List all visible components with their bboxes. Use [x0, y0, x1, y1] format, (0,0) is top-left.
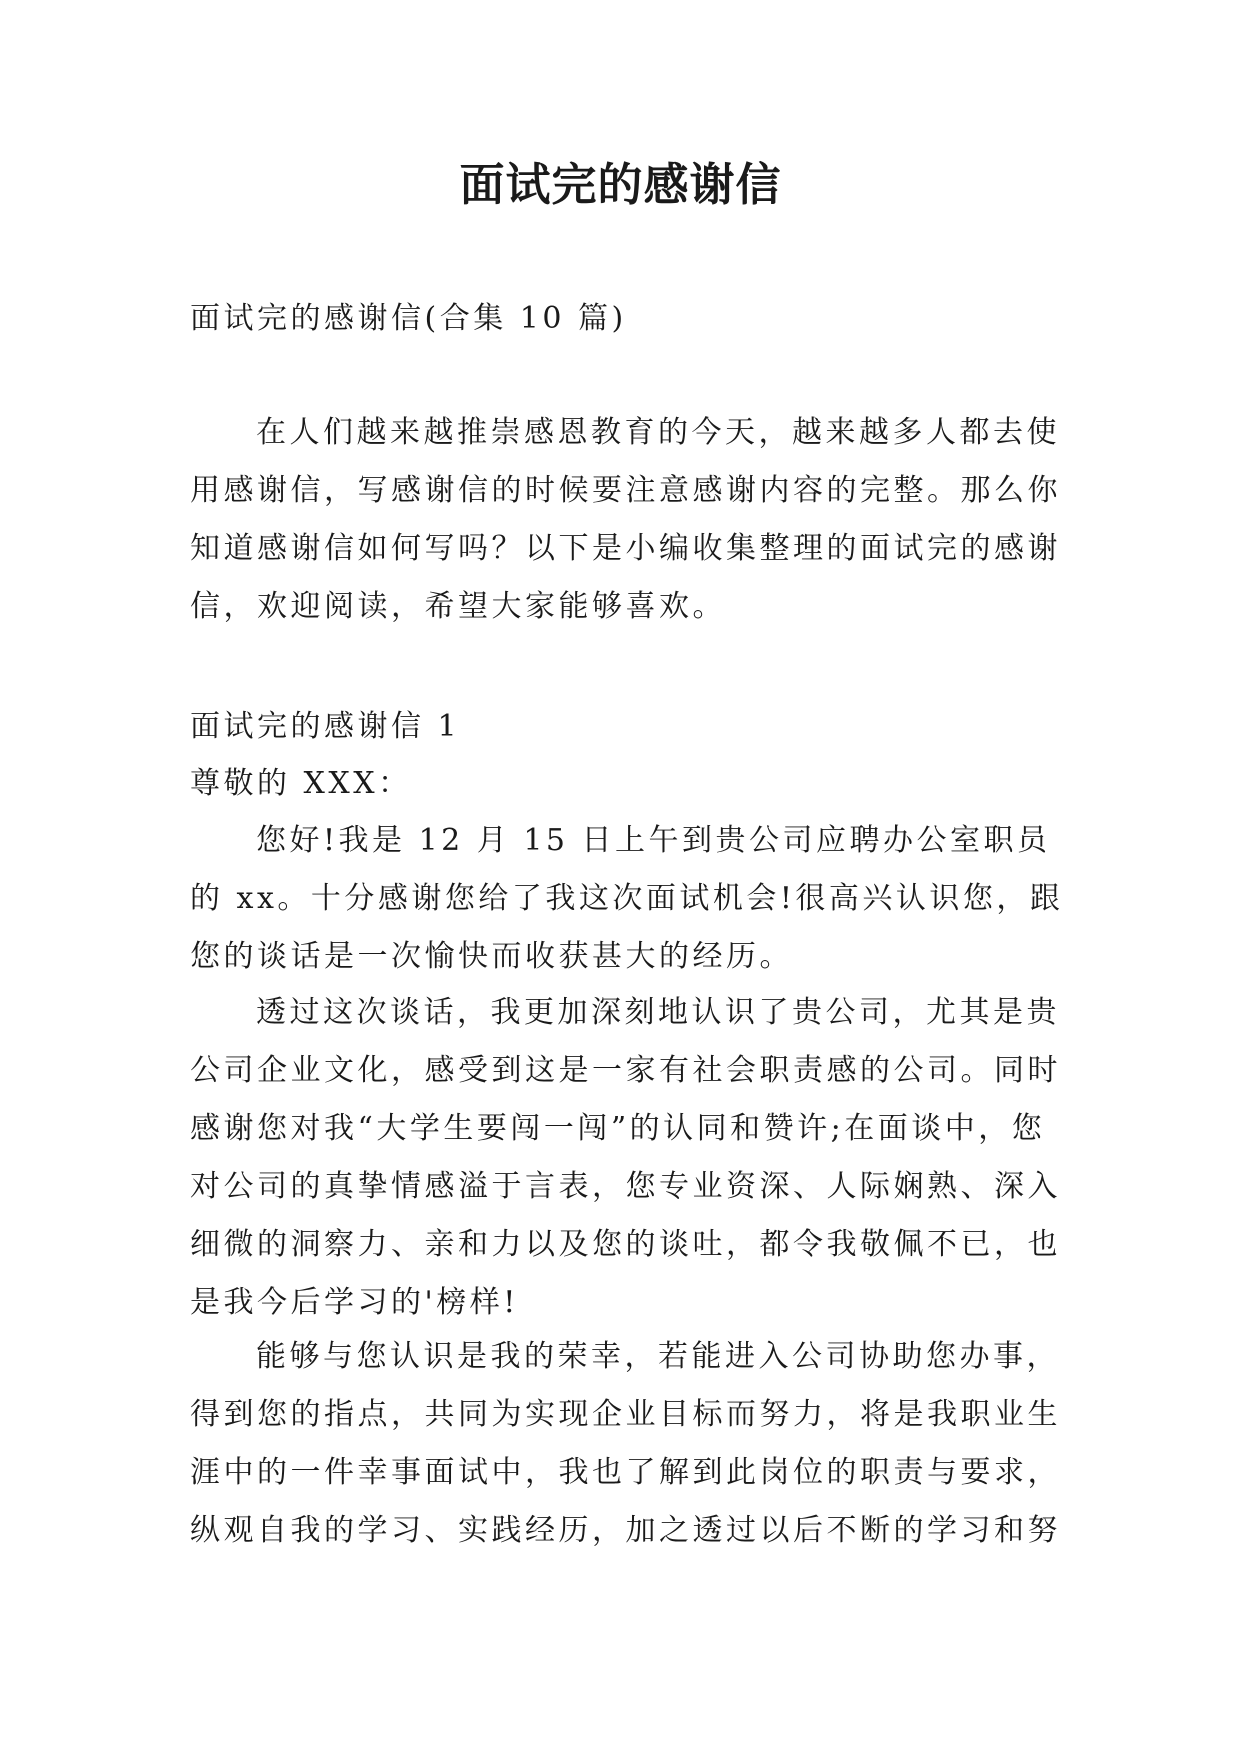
intro-paragraph: 在人们越来越推崇感恩教育的今天，越来越多人都去使用感谢信，写感谢信的时候要注意感谢内容的完整。那么你知道感谢信如何写吗？以下是小编收集整理的面试完的感谢信，欢迎阅读，希望大家能够喜欢。 — [190, 415, 1061, 624]
letter-paragraph: 透过这次谈话，我更加深刻地认识了贵公司，尤其是贵公司企业文化，感受到这是一家有社会职责感的公司。同时感谢您对我“大学生要闯一闯”的认同和赞许;在面谈中，您对公司的真挚情感溢于言表，您专业资深、人际娴熟、深入细微的洞察力、亲和力以及您的谈吐，都令我敬佩不已，也是我今后学习的'榜样! — [190, 995, 1061, 1320]
letter-paragraph: 能够与您认识是我的荣幸，若能进入公司协助您办事，得到您的指点，共同为实现企业目标而努力，将是我职业生涯中的一件幸事面试中，我也了解到此岗位的职责与要求，纵观自我的学习、实践经历，加之透过以后不断的学习和努 — [190, 1339, 1061, 1548]
letter-heading: 面试完的感谢信 1 — [190, 709, 461, 744]
letter-salutation: 尊敬的 XXX： — [190, 766, 412, 801]
document-subtitle: 面试完的感谢信(合集 10 篇) — [190, 301, 627, 336]
letter-paragraph: 您好!我是 12 月 15 日上午到贵公司应聘办公室职员的 xx。十分感谢您给了我这次面试机会!很高兴认识您，跟您的谈话是一次愉快而收获甚大的经历。 — [190, 823, 1064, 974]
page-title: 面试完的感谢信 — [459, 158, 782, 211]
